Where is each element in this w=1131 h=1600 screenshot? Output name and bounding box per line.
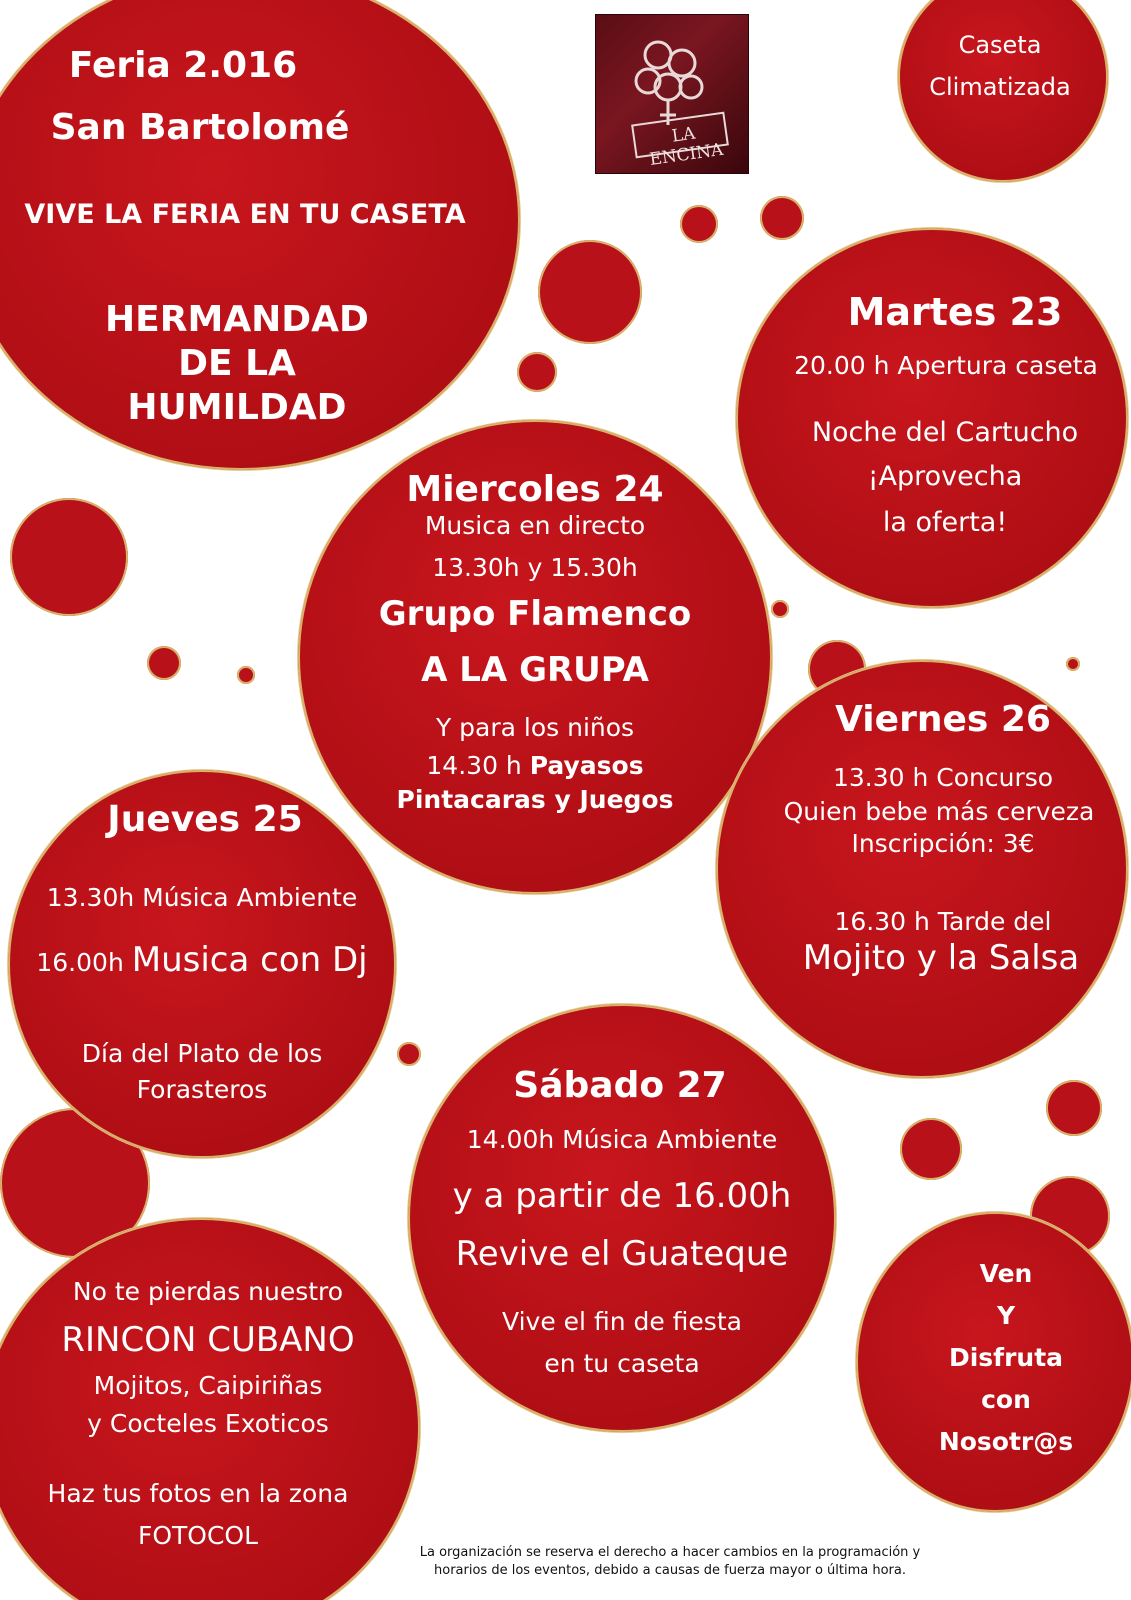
jueves-title: Jueves 25 [107,799,303,840]
miercoles-line-7: Pintacaras y Juegos [396,785,674,814]
disclaimer-line-1: La organización se reserva el derecho a hacer cambios en la programación y [419,1545,921,1560]
miercoles-line-3: Grupo Flamenco [378,594,692,634]
decor-dot [760,196,804,240]
event-place: San Bartolomé [50,107,350,148]
org-line-3: HUMILDAD [127,387,347,428]
decor-dot [1066,657,1080,671]
jueves-line-3: Día del Plato de los [81,1039,323,1068]
miercoles-line-6-payasos: Payasos [529,751,644,780]
ven-line-1: Ven [979,1259,1033,1288]
cubano-line-6: FOTOCOL [137,1521,259,1550]
logo-text: LA ENCINA [648,123,725,170]
tagline: VIVE LA FERIA EN TU CASETA [24,199,466,230]
jueves-line-2 [8,942,396,979]
caseta-line-2: Climatizada [929,73,1071,101]
decor-dot [10,498,128,616]
ven-line-2: Y [996,1301,1016,1330]
event-year: Feria 2.016 [68,45,298,86]
martes-line-3: ¡Aprovecha [867,461,1023,492]
cubano-line-1: No te pierdas nuestro [72,1277,344,1306]
decor-dot [517,352,557,392]
sabado-line-5: en tu caseta [544,1349,700,1378]
decor-dot [771,600,789,618]
sabado-line-2: y a partir de 16.00h [452,1176,792,1216]
ven-line-4: con [981,1385,1031,1414]
viernes-line-4: 16.30 h Tarde del [834,907,1052,936]
martes-line-2: Noche del Cartucho [811,417,1079,448]
jueves-line-2-time: 16.00h [36,948,132,977]
ven-line-3: Disfruta [948,1343,1064,1372]
sabado-line-4: Vive el fin de fiesta [502,1307,742,1336]
jueves-line-1: 13.30h Música Ambiente [46,883,358,912]
miercoles-line-6-time: 14.30 h [426,751,530,780]
viernes-line-5: Mojito y la Salsa [802,938,1080,978]
martes-line-4: la oferta! [882,507,1008,538]
viernes-line-3: Inscripción: 3€ [851,829,1035,858]
cubano-line-2: RINCON CUBANO [61,1320,355,1360]
cubano-line-5: Haz tus fotos en la zona [47,1479,349,1508]
caseta-line-1: Caseta [958,31,1042,59]
martes-line-1: 20.00 h Apertura caseta [794,351,1098,380]
cubano-line-4: y Cocteles Exoticos [87,1409,329,1438]
cubano-line-3: Mojitos, Caipiriñas [93,1371,323,1400]
miercoles-line-1: Musica en directo [424,511,646,540]
decor-dot [900,1118,962,1180]
jueves-line-4: Forasteros [136,1075,268,1104]
disclaimer-line-2: horarios de los eventos, debido a causas de fuerza mayor o última hora. [434,1562,906,1578]
ven-line-5: Nosotr@s [938,1427,1074,1456]
org-line-1: HERMANDAD [105,299,369,340]
decor-dot [538,240,642,344]
decor-dot [147,646,181,680]
sabado-title: Sábado 27 [513,1065,727,1106]
jueves-line-2-dj: Musica con Dj [131,940,368,980]
org-line-2: DE LA [178,343,296,384]
miercoles-line-6 [370,752,700,780]
la-encina-logo [595,14,749,174]
miercoles-title: Miercoles 24 [406,469,664,510]
sabado-line-3: Revive el Guateque [455,1234,789,1274]
decor-dot [237,666,255,684]
decor-dot [397,1042,421,1066]
viernes-title: Viernes 26 [835,699,1051,740]
miercoles-line-2: 13.30h y 15.30h [432,553,638,582]
decor-dot [1046,1080,1102,1136]
miercoles-line-5: Y para los niños [435,713,635,742]
miercoles-line-4: A LA GRUPA [421,650,649,690]
decor-dot [680,205,718,243]
sabado-line-1: 14.00h Música Ambiente [466,1125,778,1154]
viernes-line-1: 13.30 h Concurso [832,763,1054,792]
viernes-line-2: Quien bebe más cerveza [783,797,1095,826]
disclaimer [370,1544,970,1579]
martes-title: Martes 23 [847,290,1063,334]
